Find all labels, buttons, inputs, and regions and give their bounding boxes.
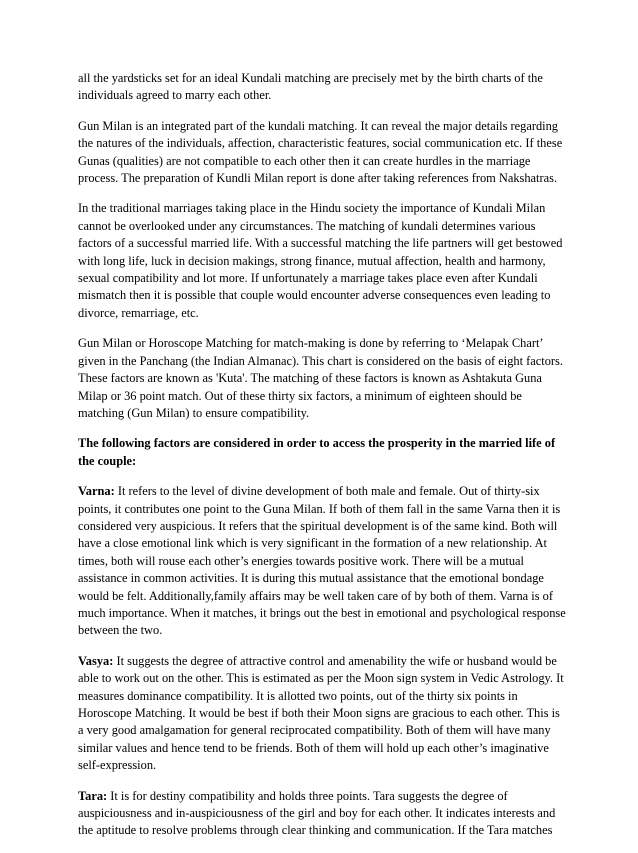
paragraph-text: It refers to the level of divine development of both male and female. Out of thirty-six points, it contributes one point to the Guna Milan. If both of them fall in the same Varna then it is considered very auspicious. It refers that the spiritual development is of the same kind. Both will have a close emotional link which is very significant in the formation of a new relationship. At times, both will rouse each other’s energies towards positive work. There will be a mutual assistance in common activities. It is during this mutual assistance that the emotional bondage would be felt. Additionally,family affairs may be well taken care of by both of them. Varna is of much importance. When it matches, it brings out the best in emotional and psychological response between the two. xyxy=(78,484,566,638)
paragraph-text: Gun Milan or Horoscope Matching for match-making is done by referring to ‘Melapak Chart’ given in the Panchang (the Indian Almanac). This chart is considered on the basis of eight factors. These factors are known as 'Kuta'. The matching of these factors is known as Ashtakuta Guna Milap or 36 point match. Out of these thirty six factors, a minimum of eighteen should be matching (Gun Milan) to ensure compatibility. xyxy=(78,336,563,420)
paragraph-text: Gun Milan is an integrated part of the kundali matching. It can reveal the major details regarding the natures of the individuals, affection, characteristic features, social communication etc. If these Gunas (qualities) are not compatible to each other then it can create hurdles in the marriage process. The preparation of Kundli Milan report is done after taking references from Nakshatras. xyxy=(78,118,563,186)
section-heading xyxy=(78,435,568,470)
document-page xyxy=(78,70,568,853)
term-label: Tara: xyxy=(78,788,108,803)
term-label: Vasya: xyxy=(78,653,114,668)
paragraph-text: It is for destiny compatibility and holds three points. Tara suggests the degree of auspiciousness and in-auspiciousness of the girl and boy for each other. It indicates interests and the aptitude to resolve problems through clear thinking and communication. If the Tara matches xyxy=(78,788,556,838)
paragraph-traditional-marriages xyxy=(78,200,568,322)
paragraph-text: all the yardsticks set for an ideal Kundali matching are precisely met by the birth charts of the individuals agreed to marry each other. xyxy=(78,71,543,103)
paragraph-horoscope-matching xyxy=(78,335,568,422)
paragraph-vasya xyxy=(78,653,568,775)
paragraph-text: In the traditional marriages taking place in the Hindu society the importance of Kundali Milan cannot be overlooked under any circumstances. The matching of kundali determines various factors of a successful married life. With a successful matching the life partners will get bestowed with long life, luck in decision makings, strong finance, mutual affection, health and harmony, sexual compatibility and lot more. If unfortunately a marriage takes place even after Kundali mismatch then it is possible that couple would encounter adverse consequences even leading to divorce, remarriage, etc. xyxy=(78,201,563,320)
paragraph-gun-milan xyxy=(78,118,568,188)
heading-text: The following factors are considered in order to access the prosperity in the married life of the couple: xyxy=(78,436,556,468)
paragraph-intro-continuation xyxy=(78,70,568,105)
term-label: Varna: xyxy=(78,484,115,499)
paragraph-tara xyxy=(78,788,568,840)
paragraph-varna xyxy=(78,483,568,640)
paragraph-text: It suggests the degree of attractive control and amenability the wife or husband would be able to work out on the other. This is estimated as per the Moon sign system in Vedic Astrology. It measures dominance compatibility. It is allotted two points, out of the thirty six points in Horoscope Matching. It would be best if both their Moon signs are gracious to each other. This is a very good amalgamation for general reciprocated compatibility. Both of them will have many similar values and hence tend to be friends. Both of them will hold up each other’s imaginative self-expression. xyxy=(78,653,564,773)
